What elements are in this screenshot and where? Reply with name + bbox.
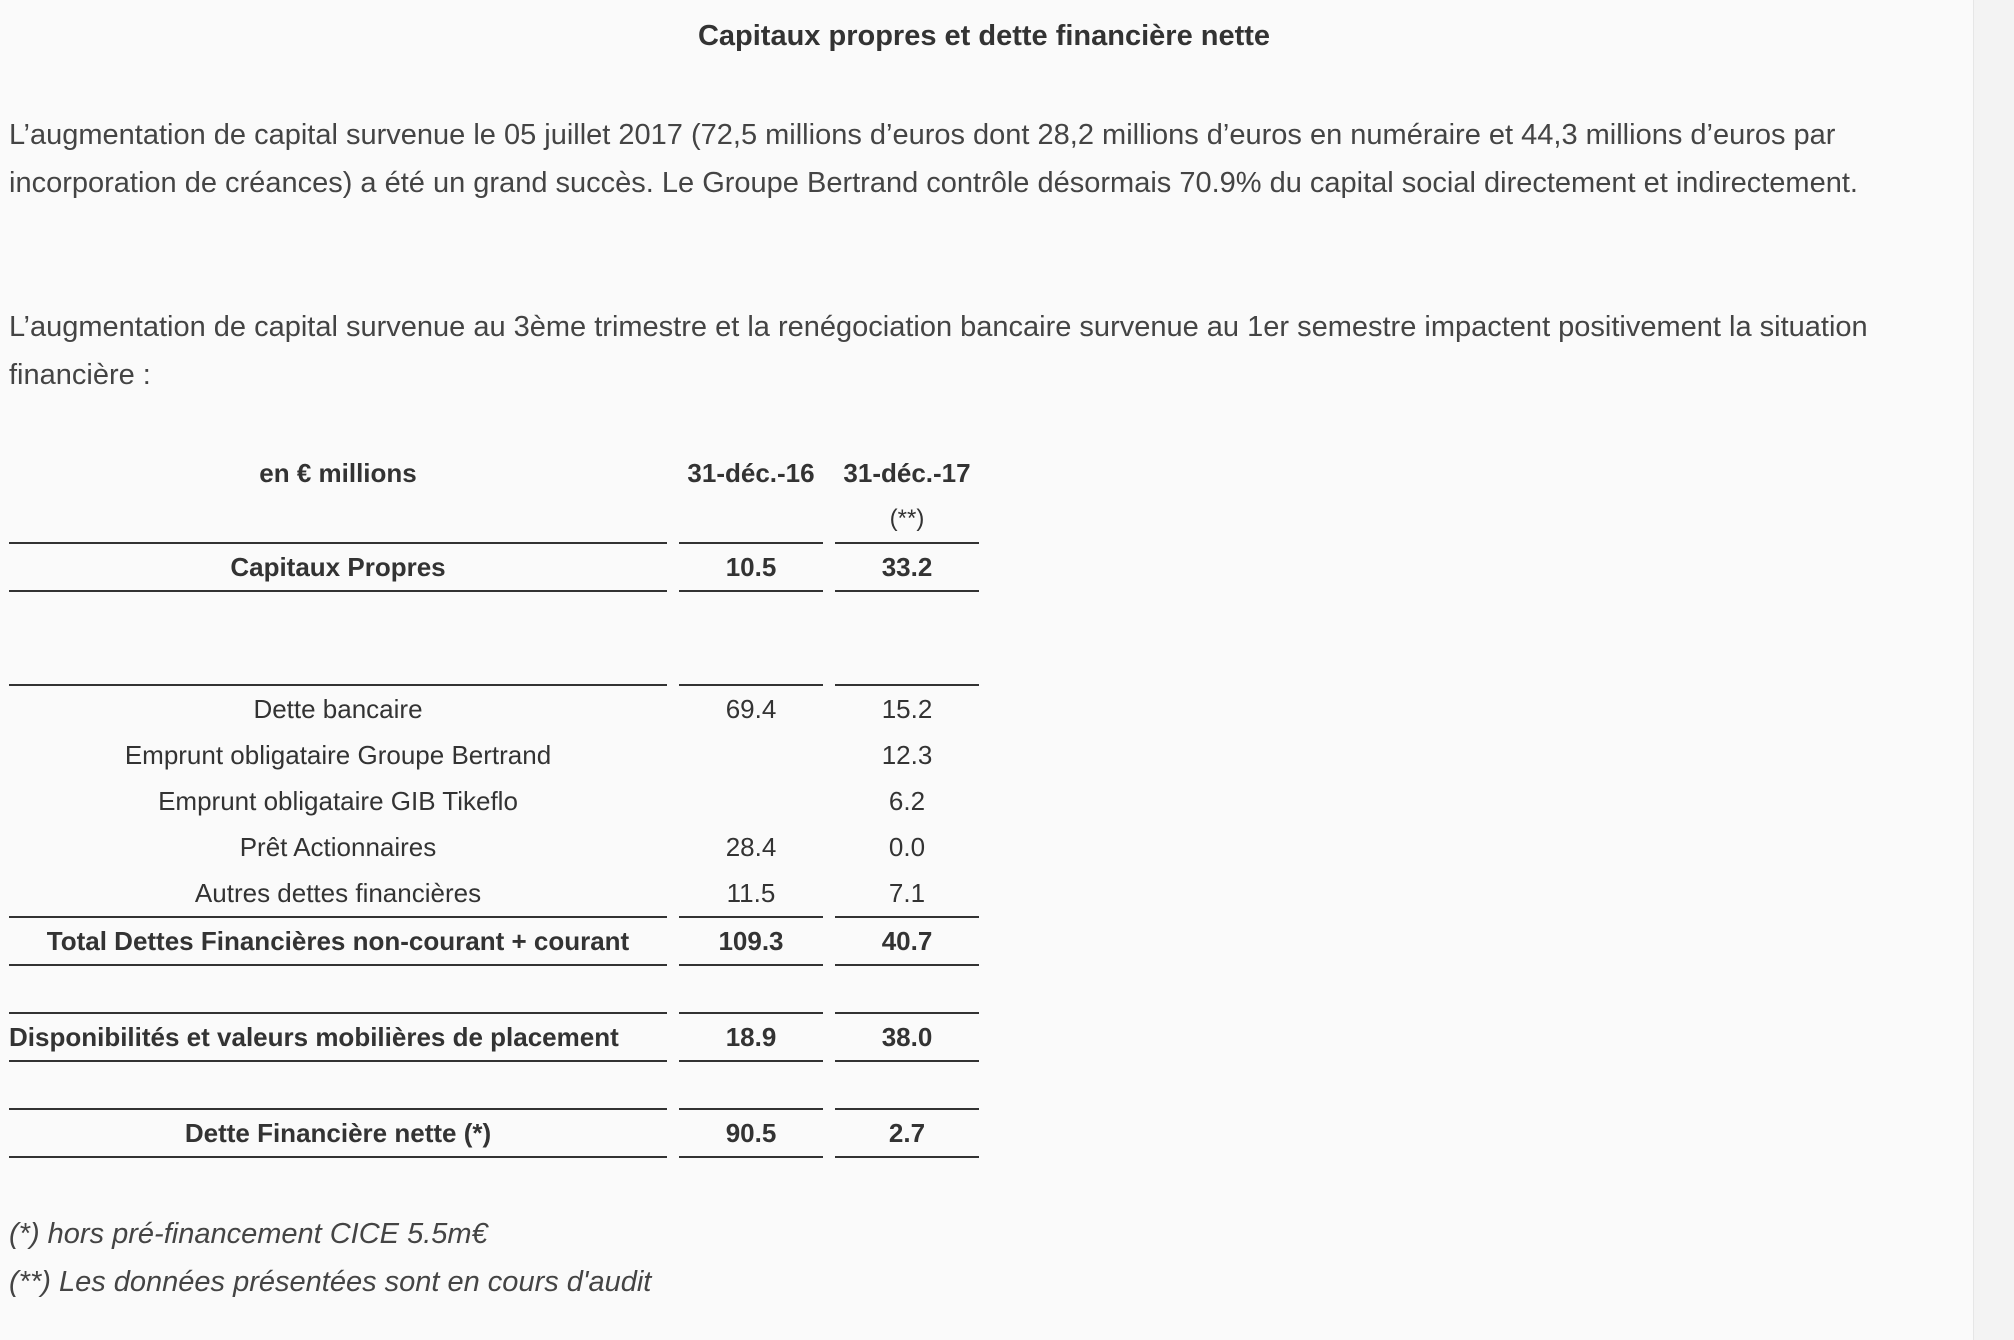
total-label: Total Dettes Financières non-courant + courant (9, 918, 667, 966)
table-header-note-row (9, 496, 979, 544)
table-row-net-debt (9, 1110, 979, 1158)
table-row-total-debt (9, 918, 979, 966)
net-label: Dette Financière nette (*) (9, 1110, 667, 1158)
total-2017: 40.7 (835, 918, 979, 966)
total-2016: 109.3 (679, 918, 823, 966)
table-row-debt: Emprunt obligataire GIB Tikeflo 6.2 (158, 785, 926, 816)
table-row-debt: Autres dettes financières 11.5 7.1 (9, 870, 979, 918)
capitaux-2016: 10.5 (679, 544, 823, 592)
dispo-2016: 18.9 (679, 1014, 823, 1062)
table-row-debt: Emprunt obligataire Groupe Bertrand 12.3 (124, 739, 933, 770)
table-spacer-row (9, 592, 979, 686)
table-row-capitaux (9, 544, 979, 592)
capitaux-label: Capitaux Propres (9, 544, 667, 592)
header-col-2017: 31-déc.-17 (843, 457, 971, 488)
table-spacer-row (9, 966, 979, 1014)
dispo-2017: 38.0 (835, 1014, 979, 1062)
financial-table (0, 448, 991, 1158)
header-col-2017-note: (**) (835, 496, 979, 544)
footnote-cice: (*) hors pré-financement CICE 5.5m€ (9, 1218, 488, 1250)
net-2017: 2.7 (835, 1110, 979, 1158)
footnote-audit: (**) Les données présentées sont en cours d'audit (9, 1266, 652, 1298)
section-title: Capitaux propres et dette financière nette (697, 20, 1271, 52)
paragraph-capital-increase: L’augmentation de capital survenue le 05 juillet 2017 (72,5 millions d’euros dont 28,2 millions d’euros en numéraire et 44,3 millions d’euros par incorporation de créances) a été un grand succès. Le Groupe Bertrand contrôle désormais 70.9% du capital social directement et indirectement. (9, 119, 1858, 199)
table-header-row (9, 448, 979, 496)
header-unit-label: en € millions (259, 457, 417, 488)
net-2016: 90.5 (679, 1110, 823, 1158)
capitaux-2017: 33.2 (835, 544, 979, 592)
dispo-label: Disponibilités et valeurs mobilières de placement (9, 1014, 667, 1062)
header-col-2016: 31-déc.-16 (687, 457, 815, 488)
table-row-debt: Dette bancaire 69.4 15.2 (253, 693, 933, 724)
table-row-debt: Prêt Actionnaires 28.4 0.0 (239, 831, 926, 862)
table-spacer-row (9, 1062, 979, 1110)
right-scroll-strip (1973, 0, 2014, 1340)
paragraph-financial-situation: L’augmentation de capital survenue au 3ème trimestre et la renégociation bancaire survenue au 1er semestre impactent positivement la situation financière : (9, 311, 1868, 391)
table-row-dispo (9, 1014, 979, 1062)
